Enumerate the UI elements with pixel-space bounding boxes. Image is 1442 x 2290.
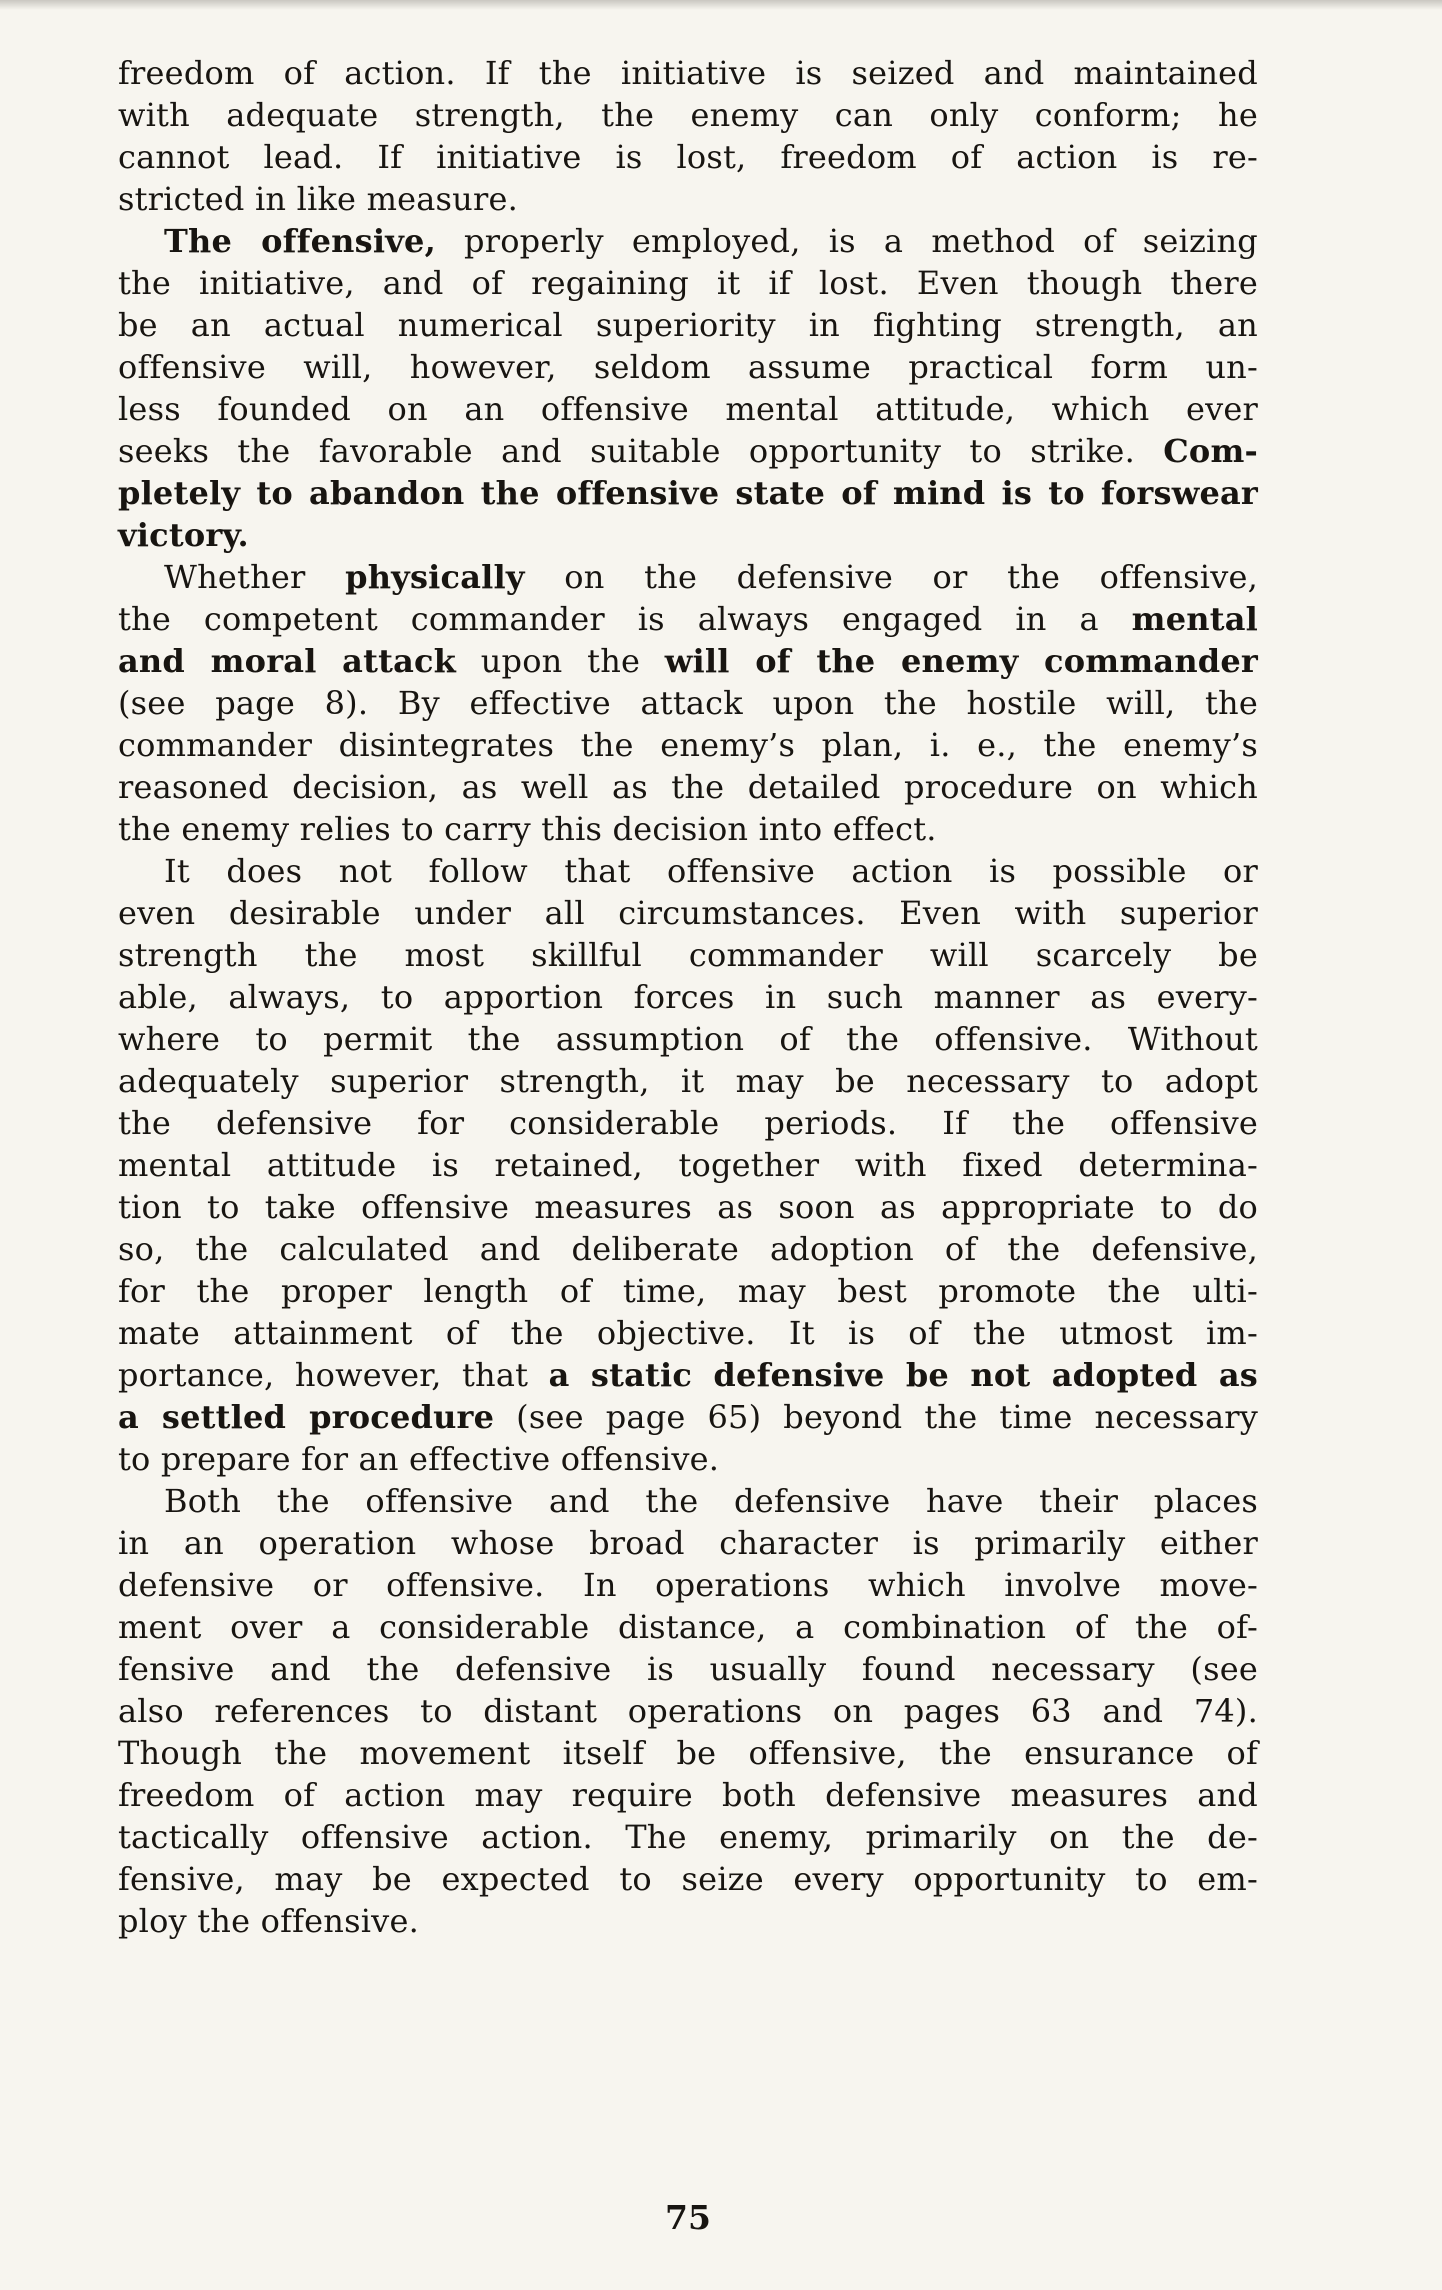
bold-text-segment: pletely to abandon the offensive state of mind is to forswear (118, 474, 1258, 512)
text-segment: adequately superior strength, it may be necessary to adopt (118, 1062, 1258, 1100)
paragraph (118, 52, 1258, 220)
bold-text-segment: The offensive, (164, 222, 436, 260)
text-segment: the initiative, and of regaining it if lost. Even though there (118, 264, 1258, 302)
text-segment: also references to distant operations on pages 63 and 74). (118, 1692, 1258, 1730)
bold-text-segment: a settled procedure (118, 1398, 495, 1436)
text-line (118, 1522, 1258, 1564)
text-segment: on the defensive or the offensive, (524, 558, 1258, 596)
text-segment: less founded on an offensive mental attitude, which ever (118, 390, 1258, 428)
text-line (118, 1438, 1258, 1480)
text-line (118, 976, 1258, 1018)
bold-text-segment: and moral attack (118, 642, 457, 680)
text-column (118, 52, 1258, 1942)
text-segment: the enemy relies to carry this decision into effect. (118, 810, 937, 848)
text-segment: freedom of action may require both defensive measures and (118, 1776, 1258, 1814)
text-segment: so, the calculated and deliberate adoption of the defensive, (118, 1230, 1258, 1268)
text-segment: offensive will, however, seldom assume practical form un- (118, 348, 1258, 386)
text-segment: be an actual numerical superiority in fighting strength, an (118, 306, 1258, 344)
text-line (118, 1186, 1258, 1228)
text-line (118, 850, 1258, 892)
text-line (118, 1018, 1258, 1060)
paragraph (118, 850, 1258, 1480)
text-line (118, 346, 1258, 388)
text-line (118, 1816, 1258, 1858)
text-line (118, 1102, 1258, 1144)
text-line (118, 1564, 1258, 1606)
text-line (118, 1354, 1258, 1396)
text-segment: with adequate strength, the enemy can only conform; he (118, 96, 1258, 134)
text-segment: upon the (456, 642, 665, 680)
text-line (118, 598, 1258, 640)
text-line (118, 1690, 1258, 1732)
text-segment: to prepare for an effective offensive. (118, 1440, 720, 1478)
text-line (118, 724, 1258, 766)
text-segment: ploy the offensive. (118, 1902, 419, 1940)
text-line (118, 430, 1258, 472)
text-segment: commander disintegrates the enemy’s plan, i. e., the enemy’s (118, 726, 1258, 764)
text-segment: (see page 65) beyond the time necessary (494, 1398, 1259, 1436)
paragraph (118, 556, 1258, 850)
bold-text-segment: physically (345, 558, 525, 596)
text-line (118, 1774, 1258, 1816)
text-line (118, 262, 1258, 304)
text-line (118, 178, 1258, 220)
bold-text-segment: Com- (1163, 432, 1258, 470)
text-segment: seeks the favorable and suitable opportunity to strike. (118, 432, 1164, 470)
text-line (118, 640, 1258, 682)
text-line (118, 1060, 1258, 1102)
text-line (118, 1270, 1258, 1312)
text-line (118, 682, 1258, 724)
text-segment: able, always, to apportion forces in such manner as every- (118, 978, 1258, 1016)
text-line (118, 94, 1258, 136)
text-line (118, 1312, 1258, 1354)
text-segment: stricted in like measure. (118, 180, 518, 218)
text-line (118, 304, 1258, 346)
text-segment: fensive and the defensive is usually found necessary (see (118, 1650, 1258, 1688)
text-line (118, 1900, 1258, 1942)
text-segment: the defensive for considerable periods. If the offensive (118, 1104, 1258, 1142)
text-line (118, 1732, 1258, 1774)
text-segment: It does not follow that offensive action is possible or (164, 852, 1258, 890)
bold-text-segment: victory. (118, 516, 249, 554)
text-segment: properly employed, is a method of seizing (435, 222, 1258, 260)
bold-text-segment: mental (1131, 600, 1258, 638)
text-line (118, 514, 1258, 556)
text-line (118, 934, 1258, 976)
scan-edge-top (0, 0, 1442, 10)
text-line (118, 388, 1258, 430)
text-segment: strength the most skillful commander will scarcely be (118, 936, 1258, 974)
text-segment: where to permit the assumption of the offensive. Without (118, 1020, 1258, 1058)
bold-text-segment: will of the enemy commander (664, 642, 1258, 680)
text-segment: Both the offensive and the defensive have their places (164, 1482, 1258, 1520)
text-line (118, 220, 1258, 262)
text-segment: fensive, may be expected to seize every opportunity to em- (118, 1860, 1258, 1898)
text-line (118, 1606, 1258, 1648)
paragraph (118, 1480, 1258, 1942)
text-line (118, 52, 1258, 94)
paragraph (118, 220, 1258, 556)
text-line (118, 472, 1258, 514)
text-segment: Though the movement itself be offensive, the ensurance of (118, 1734, 1258, 1772)
text-line (118, 1228, 1258, 1270)
text-segment: freedom of action. If the initiative is seized and maintained (118, 54, 1258, 92)
text-segment: mate attainment of the objective. It is of the utmost im- (118, 1314, 1258, 1352)
text-line (118, 556, 1258, 598)
text-segment: reasoned decision, as well as the detailed procedure on which (118, 768, 1258, 806)
text-line (118, 1648, 1258, 1690)
text-line (118, 136, 1258, 178)
text-segment: even desirable under all circumstances. Even with superior (118, 894, 1258, 932)
text-line (118, 766, 1258, 808)
text-segment: mental attitude is retained, together with fixed determina- (118, 1146, 1258, 1184)
text-line (118, 1480, 1258, 1522)
text-segment: defensive or offensive. In operations which involve move- (118, 1566, 1258, 1604)
text-segment: for the proper length of time, may best promote the ulti- (118, 1272, 1258, 1310)
text-segment: the competent commander is always engaged in a (118, 600, 1132, 638)
text-segment: Whether (164, 558, 346, 596)
text-line (118, 892, 1258, 934)
page-number: 75 (665, 2198, 711, 2237)
text-segment: tactically offensive action. The enemy, primarily on the de- (118, 1818, 1258, 1856)
text-segment: (see page 8). By effective attack upon the hostile will, the (118, 684, 1258, 722)
text-segment: ment over a considerable distance, a combination of the of- (118, 1608, 1258, 1646)
text-line (118, 1396, 1258, 1438)
text-segment: cannot lead. If initiative is lost, freedom of action is re- (118, 138, 1258, 176)
bold-text-segment: a static defensive be not adopted as (548, 1356, 1258, 1394)
text-segment: tion to take offensive measures as soon as appropriate to do (118, 1188, 1258, 1226)
text-line (118, 1858, 1258, 1900)
text-line (118, 1144, 1258, 1186)
text-segment: portance, however, that (118, 1356, 549, 1394)
text-line (118, 808, 1258, 850)
text-segment: in an operation whose broad character is primarily either (118, 1524, 1258, 1562)
